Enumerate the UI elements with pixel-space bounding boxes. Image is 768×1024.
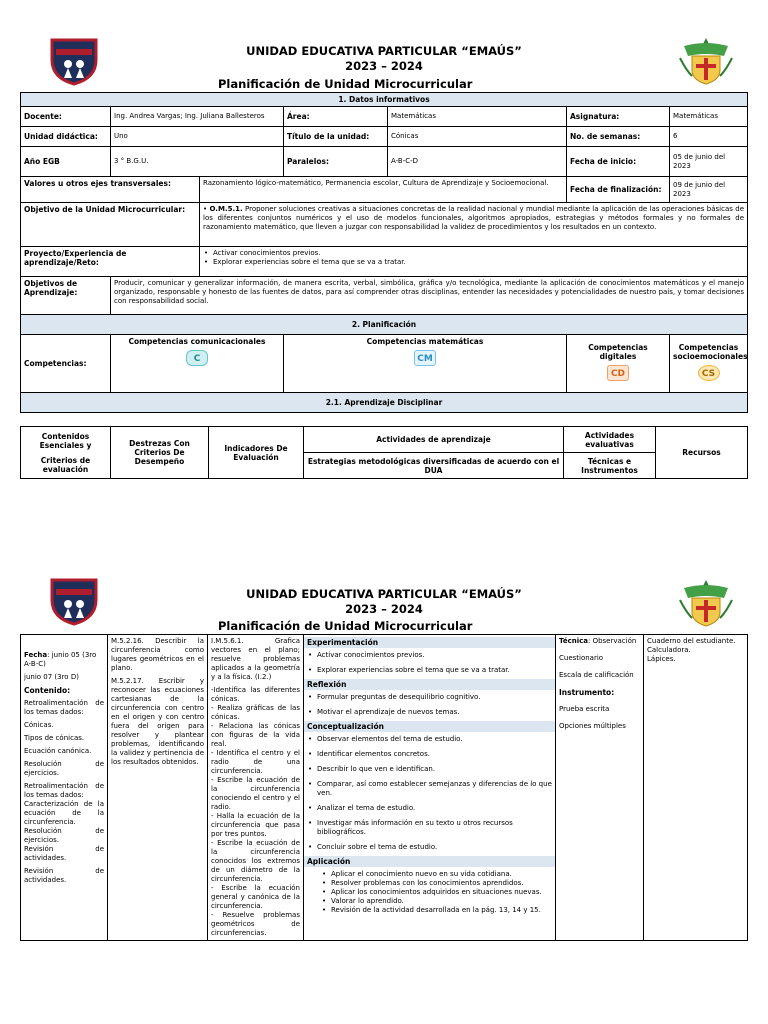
contenido-item: Cónicas. bbox=[24, 721, 54, 729]
conceptualizacion-item: • Analizar el tema de estudio. bbox=[307, 804, 552, 813]
fecha-final-value: 09 de junio del 2023 bbox=[670, 177, 748, 203]
fecha-value: : junio 05 (3ro A-B-C) bbox=[24, 651, 97, 668]
objetivo-code: O.M.5.1. bbox=[209, 205, 243, 213]
indicador-item: - Resuelve problemas geométricos de circunferencias. bbox=[211, 911, 300, 937]
conceptualizacion-title: Conceptualización bbox=[304, 721, 555, 732]
indicador-item: - Halla la ecuación de la circunferencia que pasa por tres puntos. bbox=[211, 812, 300, 838]
section-1-title: 1. Datos informativos bbox=[21, 93, 748, 107]
aplicacion-item: • Valorar lo aprendido. bbox=[321, 897, 552, 906]
aplicacion-item: • Revisión de la actividad desarrollada en la pág. 13, 14 y 15. bbox=[321, 906, 552, 915]
col-actividades: Actividades de aprendizaje bbox=[304, 427, 564, 453]
contenido-item: Caracterización de la ecuación de la circunferencia. bbox=[24, 800, 104, 826]
competencias-socioemocionales: Competencias socioemocionales CS bbox=[670, 335, 748, 393]
objetivo-bullet: • bbox=[203, 205, 208, 213]
digitales-icon: CD bbox=[607, 365, 629, 381]
docente-value: Ing. Andrea Vargas; Ing. Juliana Ballesteros bbox=[111, 107, 284, 127]
fecha-value-2: junio 07 (3ro D) bbox=[24, 673, 79, 681]
comunicacionales-icon: C bbox=[186, 350, 208, 366]
school-year: 2023 – 2024 bbox=[345, 602, 423, 616]
indicador-item: - Escribe la ecuación de la circunferencia conociendo el centro y el radio. bbox=[211, 776, 300, 811]
contenido-item: Revisión de actividades. bbox=[24, 845, 104, 862]
objetivos-aprendizaje-value: Producir, comunicar y generalizar información, de manera escrita, verbal, simbólica, gráfica y/o tecnológica, mediante la aplicación de conocimientos matemáticos y el manejo organizado, responsable y honesto de las fuentes de datos, para así comprender otras disciplinas, entender las necesidades y potencialidades de nuestro país, y tomar decisiones con responsabilidad social. bbox=[111, 277, 748, 315]
diocese-coat-of-arms-logo bbox=[678, 578, 734, 628]
page-header bbox=[0, 0, 768, 92]
page-2 bbox=[0, 560, 768, 1024]
objetivo-text: Proponer soluciones creativas a situaciones concretas de la realidad nacional y mundial mediante la aplicación de las operaciones básicas de los diferentes conjuntos numéricos y el uso de modelos funcionales, algoritmos apropiados, estrategias y métodos formales y no formales de razonamiento matemático, que lleven a juzgar con responsabilidad la validez de procedimientos y los resultados en un contexto. bbox=[203, 205, 745, 231]
fecha-inicio-label: Fecha de inicio: bbox=[567, 147, 670, 177]
conceptualizacion-item: • Identificar elementos concretos. bbox=[307, 750, 552, 759]
competencias-matematicas: Competencias matemáticas CM bbox=[284, 335, 567, 393]
semanas-value: 6 bbox=[670, 127, 748, 147]
page-1 bbox=[0, 0, 768, 500]
contenidos-cell bbox=[21, 635, 108, 941]
instrumento-item: Prueba escrita bbox=[559, 705, 610, 713]
col-contenidos: Contenidos Esenciales y Criterios de evaluación bbox=[21, 427, 111, 479]
indicador-item: - Realiza gráficas de las cónicas. bbox=[211, 704, 300, 721]
aplicacion-item: • Aplicar los conocimientos adquiridos en situaciones nuevas. bbox=[321, 888, 552, 897]
proyecto-label: Proyecto/Experiencia de aprendizaje/Reto: bbox=[21, 247, 200, 277]
reflexion-item: • Motivar el aprendizaje de nuevos temas. bbox=[307, 708, 552, 717]
contenido-item: Retroalimentación de los temas dados: bbox=[24, 699, 104, 716]
conceptualizacion-item: • Observar elementos del tema de estudio. bbox=[307, 735, 552, 744]
school-year: 2023 – 2024 bbox=[345, 59, 423, 73]
plan-title: Planificación de Unidad Microcurricular bbox=[218, 77, 473, 91]
egb-value: 3 ° B.G.U. bbox=[111, 147, 284, 177]
actividades-cell bbox=[304, 635, 556, 941]
fecha-final-label: Fecha de finalización: bbox=[567, 177, 670, 203]
experimentacion-item: • Activar conocimientos previos. bbox=[307, 651, 552, 660]
tecnica-value: : Observación bbox=[588, 637, 637, 645]
contenido-item: Retroalimentación de los temas dados: bbox=[24, 782, 104, 799]
indicador-item: - Escribe la ecuación general y canónica de la circunferencia. bbox=[211, 884, 300, 910]
contenido-item: Tipos de cónicas. bbox=[24, 734, 85, 742]
proyecto-value bbox=[200, 247, 748, 277]
paralelos-value: A-B-C-D bbox=[388, 147, 567, 177]
reflexion-item: • Formular preguntas de desequilibrio cognitivo. bbox=[307, 693, 552, 702]
paralelos-label: Paralelos: bbox=[284, 147, 388, 177]
tecnica-item: Cuestionario bbox=[559, 654, 604, 662]
col-actividades-evaluativas: Actividades evaluativas bbox=[564, 427, 656, 453]
matematicas-icon: CM bbox=[414, 350, 436, 366]
objetivo-unidad-value bbox=[200, 203, 748, 247]
semanas-label: No. de semanas: bbox=[567, 127, 670, 147]
tecnica-item: Escala de calificación bbox=[559, 671, 634, 679]
recursos-cell bbox=[644, 635, 748, 941]
titulo-value: Cónicas bbox=[388, 127, 567, 147]
school-name: UNIDAD EDUCATIVA PARTICULAR “EMAÚS” bbox=[246, 44, 522, 58]
fecha-inicio-value: 05 de junio del 2023 bbox=[670, 147, 748, 177]
page-header-2 bbox=[0, 560, 768, 634]
aplicacion-item: • Aplicar el conocimiento nuevo en su vida cotidiana. bbox=[321, 870, 552, 879]
indicador-item: - Identifica el centro y el radio de una circunferencia. bbox=[211, 749, 300, 775]
unidad-value: Uno bbox=[111, 127, 284, 147]
area-label: Área: bbox=[284, 107, 388, 127]
indicador-item: -Identifica las diferentes cónicas. bbox=[211, 686, 300, 703]
plan-title: Planificación de Unidad Microcurricular bbox=[218, 619, 473, 633]
aplicacion-title: Aplicación bbox=[304, 856, 555, 867]
conceptualizacion-item: • Describir lo que ven e identifican. bbox=[307, 765, 552, 774]
col-indicadores: Indicadores De Evaluación bbox=[209, 427, 304, 479]
proyecto-item: • Explorar experiencias sobre el tema que se va a tratar. bbox=[203, 258, 744, 267]
objetivos-aprendizaje-label: Objetivos de Aprendizaje: bbox=[21, 277, 111, 315]
area-value: Matemáticas bbox=[388, 107, 567, 127]
destrezas-cell bbox=[108, 635, 208, 941]
competencias-label: Competencias: bbox=[21, 335, 111, 393]
egb-label: Año EGB bbox=[21, 147, 111, 177]
col-tecnicas: Técnicas e Instrumentos bbox=[564, 453, 656, 479]
instrumento-label: Instrumento bbox=[559, 688, 612, 697]
aprendizaje-header-table bbox=[20, 426, 748, 479]
contenido-label: Contenido: bbox=[24, 686, 71, 695]
contenido-item: Resolución de ejercicios. bbox=[24, 760, 104, 777]
docente-label: Docente: bbox=[21, 107, 111, 127]
recurso-item: Lápices. bbox=[647, 655, 676, 663]
contenido-item: Resolución de ejercicios. bbox=[24, 827, 104, 844]
objetivo-unidad-label: Objetivo de la Unidad Microcurricular: bbox=[21, 203, 200, 247]
indicador-intro: I.M.5.6.1. Grafica vectores en el plano; resuelve problemas aplicados a la geometría y a la física. (I.2.) bbox=[211, 637, 300, 681]
col-recursos: Recursos bbox=[656, 427, 748, 479]
valores-label: Valores u otros ejes transversales: bbox=[21, 177, 200, 203]
recurso-item: Calculadora. bbox=[647, 646, 691, 654]
instrumento-item: Opciones múltiples bbox=[559, 722, 626, 730]
aprendizaje-content-table bbox=[20, 634, 748, 941]
asignatura-value: Matemáticas bbox=[670, 107, 748, 127]
conceptualizacion-item: • Comparar, así como establecer semejanzas y diferencias de lo que ven. bbox=[307, 780, 552, 798]
destreza-item: M.5.2.17. Escribir y reconocer las ecuaciones cartesianas de la circunferencia con centro en el origen y con centro fuera del origen para resolver y plantear problemas, identificando la validez y pertinencia de los resultados obtenidos. bbox=[111, 677, 204, 766]
fecha-label: Fecha bbox=[24, 651, 48, 659]
experimentacion-title: Experimentación bbox=[304, 637, 555, 648]
section-2-title: 2. Planificación bbox=[21, 315, 748, 335]
tecnicas-cell: Técnica: Observación Cuestionario Escala de calificación Instrumento: Prueba escrita Opciones múltiples bbox=[556, 635, 644, 941]
contenido-item: Revisión de actividades. bbox=[24, 867, 104, 884]
valores-value: Razonamiento lógico-matemático, Permanencia escolar, Cultura de Aprendizaje y Socioemocional. bbox=[200, 177, 567, 203]
datos-informativos-table bbox=[20, 92, 748, 413]
conceptualizacion-item: • Investigar más información en su texto u otros recursos bibliográficos. bbox=[307, 819, 552, 837]
unidad-label: Unidad didáctica: bbox=[21, 127, 111, 147]
asignatura-label: Asignatura: bbox=[567, 107, 670, 127]
proyecto-item: • Activar conocimientos previos. bbox=[203, 249, 744, 258]
indicador-item: - Escribe la ecuación de la circunferencia conocidos los extremos de un diámetro de la circunferencia. bbox=[211, 839, 300, 883]
col-destrezas: Destrezas Con Criterios De Desempeño bbox=[111, 427, 209, 479]
col-estrategias: Estrategias metodológicas diversificadas de acuerdo con el DUA bbox=[304, 453, 564, 479]
aplicacion-item: • Resolver problemas con los conocimientos aprendidos. bbox=[321, 879, 552, 888]
school-name: UNIDAD EDUCATIVA PARTICULAR “EMAÚS” bbox=[246, 587, 522, 601]
diocese-coat-of-arms-logo bbox=[678, 36, 734, 86]
socioemocionales-icon: CS bbox=[698, 365, 720, 381]
indicadores-cell bbox=[208, 635, 304, 941]
section-2-1-title: 2.1. Aprendizaje Disciplinar bbox=[21, 393, 748, 413]
indicador-item: - Relaciona las cónicas con figuras de la vida real. bbox=[211, 722, 300, 748]
page-gap bbox=[0, 500, 768, 560]
contenido-item: Ecuación canónica. bbox=[24, 747, 92, 755]
recurso-item: Cuaderno del estudiante. bbox=[647, 637, 736, 645]
competencias-comunicacionales: Competencias comunicacionales C bbox=[111, 335, 284, 393]
conceptualizacion-item: • Concluir sobre el tema de estudio. bbox=[307, 843, 552, 852]
tecnica-label: Técnica bbox=[559, 637, 588, 645]
titulo-label: Título de la unidad: bbox=[284, 127, 388, 147]
experimentacion-item: • Explorar experiencias sobre el tema que se va a tratar. bbox=[307, 666, 552, 675]
competencias-digitales: Competencias digitales CD bbox=[567, 335, 670, 393]
destreza-item: M.5.2.16. Describir la circunferencia como lugares geométricos en el plano. bbox=[111, 637, 204, 672]
reflexion-title: Reflexión bbox=[304, 679, 555, 690]
